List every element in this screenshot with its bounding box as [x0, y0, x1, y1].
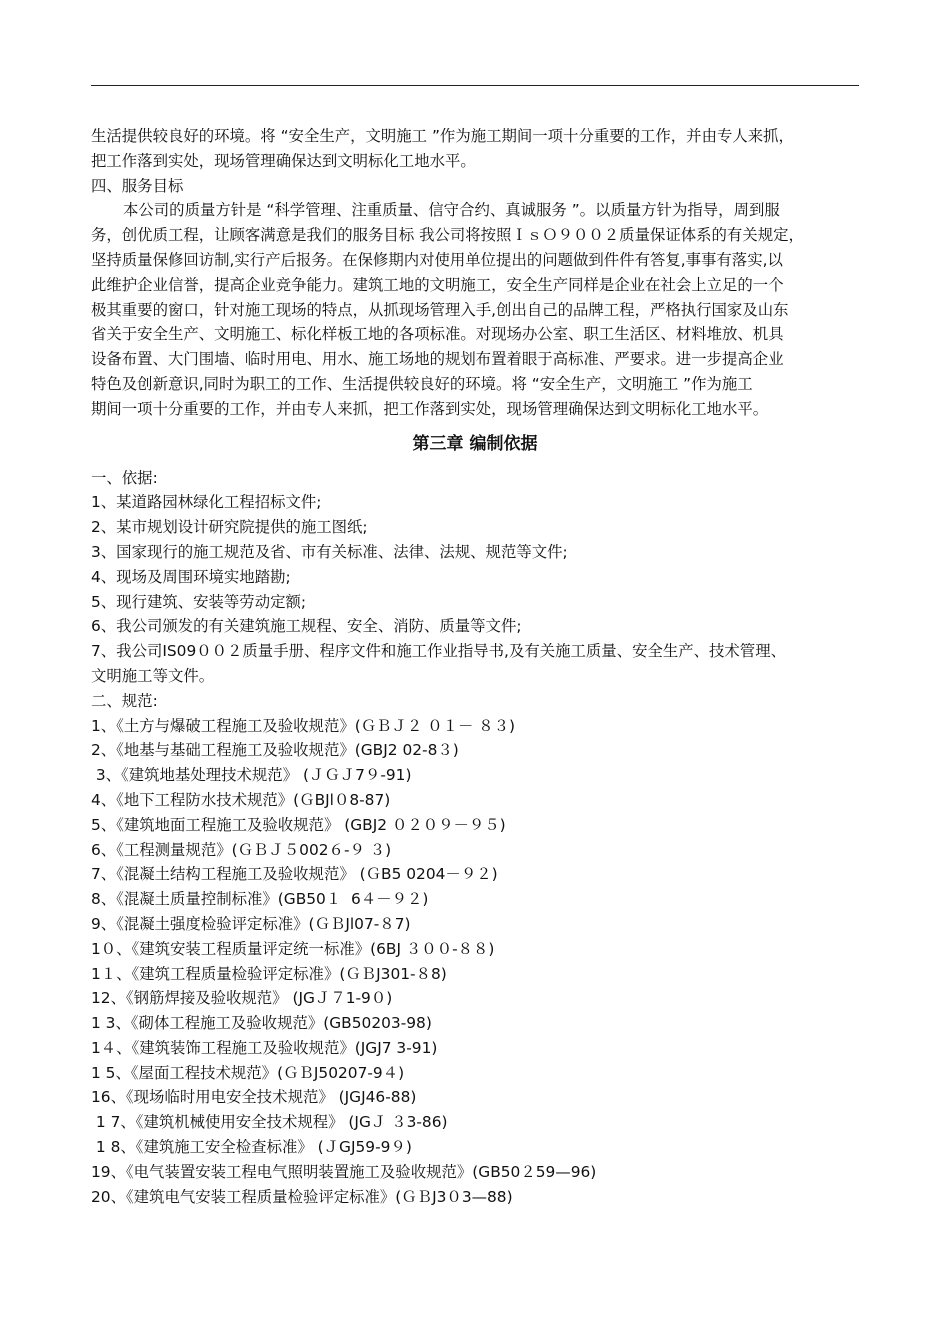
list-item: 2、某市规划设计研究院提供的施工图纸; [91, 518, 368, 537]
list-item: 1０、《建筑安装工程质量评定统一标准》(6BJ ３００-８８) [91, 939, 495, 958]
list-item: 5、《建筑地面工程施工及验收规范》 (GBJ2 ０２０９－９５) [91, 815, 506, 834]
text-line: 设备布置、大门围墙、临时用电、用水、施工场地的规划布置着眼于高标准、严要求。进一步提高企业 [91, 350, 784, 369]
text-line: 生活提供较良好的环境。将 “安全生产，文明施工 ”作为施工期间一项十分重要的工作，并由专人来抓， [91, 127, 794, 145]
list-item: 20、《建筑电气安装工程质量检验评定标准》(ＧＢJ3０3—88) [91, 1187, 513, 1206]
list-item: 1１、《建筑工程质量检验评定标准》(ＧＢJ301-８8) [91, 964, 447, 983]
list-item: 5、现行建筑、安装等劳动定额; [91, 592, 307, 611]
list-item: 4、现场及周围环境实地踏勘; [91, 567, 291, 586]
list-item: 9、《混凝土强度检验评定标准》(ＧＢJl07-８7) [91, 914, 411, 933]
list-item: 6、《工程测量规范》(ＧＢＪ５002６-９ ３) [91, 840, 392, 859]
header-rule [91, 85, 859, 86]
text-line: 此维护企业信誉，提高企业竞争能力。建筑工地的文明施工，安全生产同样是企业在社会上立足的一个 [91, 275, 784, 294]
list-item: 1 3、《砌体工程施工及验收规范》(GB50203-98) [91, 1014, 432, 1033]
list-item: 6、我公司颁发的有关建筑施工规程、安全、消防、质量等文件; [91, 617, 522, 636]
document-body [91, 124, 871, 1209]
text-line: 务，创优质工程，让顾客满意是我们的服务目标 我公司将按照ＩｓＯ９００２质量保证体系的有关规定， [91, 226, 804, 245]
list-item: 7、《混凝土结构工程施工及验收规范》 (ＧB5 0204－９２) [91, 865, 498, 884]
list-item: 8、《混凝土质量控制标准》(GB50１ 6４－９２) [91, 890, 429, 909]
list-item: 1 5、《屋面工程技术规范》(ＧＢJ50207-9４) [91, 1063, 405, 1082]
list-item: 12、《钢筋焊接及验收规范》 (JGＪ７1-9０) [91, 989, 393, 1008]
chapter-title: 第三章 编制依据 [412, 433, 538, 454]
list-item: 文明施工等文件。 [91, 666, 215, 685]
text-line: 极其重要的窗口，针对施工现场的特点，从抓现场管理入手,创出自己的品牌工程，严格执行国家及山东 [91, 300, 789, 319]
list-item: 2、《地基与基础工程施工及验收规范》(GBJ2 02-8３) [91, 741, 459, 760]
list-item: 3、《建筑地基处理技术规范》 (ＪＧＪ7９-91) [91, 766, 412, 785]
list-item: 1 8、《建筑施工安全检查标准》 (ＪGJ59-9９) [91, 1138, 412, 1157]
list-item: 7、我公司IS09００２质量手册、程序文件和施工作业指导书,及有关施工质量、安全生产、技术管理、 [91, 642, 786, 661]
list-item: 1、某道路园林绿化工程招标文件; [91, 493, 322, 512]
text-line: 特色及创新意识,同时为职工的工作、生活提供较良好的环境。将 “安全生产，文明施工 ”作为施工 [91, 374, 753, 393]
list-item: 19、《电气装置安装工程电气照明装置施工及验收规范》(GB50２59—96) [91, 1162, 597, 1181]
list-item: 1４、《建筑装饰工程施工及验收规范》(JGJ7 3-91) [91, 1038, 438, 1057]
service-heading: 四、服务目标 [91, 176, 184, 195]
spec-heading: 二、规范: [91, 691, 158, 710]
list-item: 1、《土方与爆破工程施工及验收规范》(ＧＢＪ２ ０１－ ８３) [91, 716, 516, 735]
text-line: 期间一项十分重要的工作，并由专人来抓，把工作落到实处，现场管理确保达到文明标化工地水平。 [91, 399, 769, 418]
text-line: 省关于安全生产、文明施工、标化样板工地的各项标准。对现场办公室、职工生活区、材料堆放、机具 [91, 325, 784, 344]
basis-heading: 一、依据: [91, 468, 158, 487]
intro-paragraph [91, 124, 871, 174]
list-item: 1 7、《建筑机械使用安全技术规程》 (JGＪ ３3-86) [91, 1113, 448, 1132]
list-item: 16、《现场临时用电安全技术规范》 (JGJ46-88) [91, 1088, 417, 1107]
list-item: 3、国家现行的施工规范及省、市有关标准、法律、法规、规范等文件; [91, 542, 568, 561]
list-item: 4、《地下工程防水技术规范》(ＧBJl０8-87) [91, 790, 391, 809]
text-line: 坚持质量保修回访制,实行产后报务。在保修期内对使用单位提出的问题做到件件有答复,事事有落实,以 [91, 250, 783, 269]
service-paragraph [91, 198, 871, 421]
spec-list [91, 714, 871, 1210]
text-line: 把工作落到实处，现场管理确保达到文明标化工地水平。 [91, 151, 476, 170]
text-line: 本公司的质量方针是 “科学管理、注重质量、信守合约、真诚服务 ”。以质量方针为指导，周到服 [123, 201, 780, 220]
basis-list [91, 490, 871, 688]
